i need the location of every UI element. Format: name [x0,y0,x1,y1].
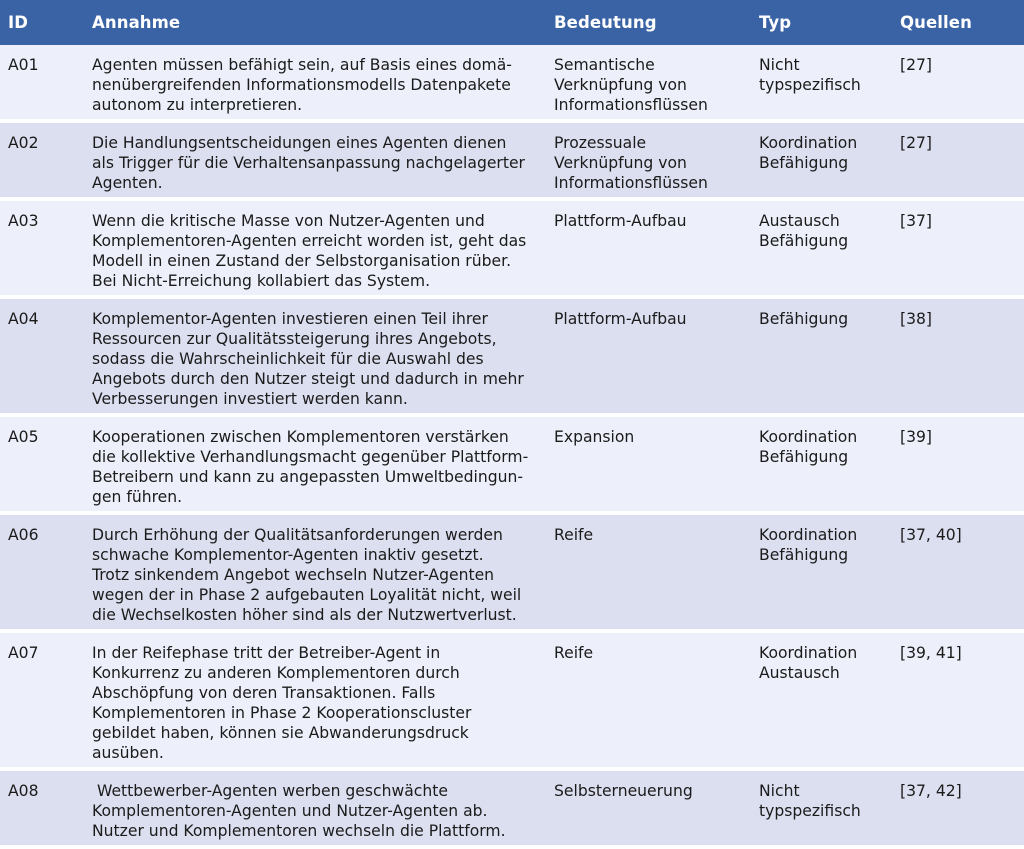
cell-typ-line: Koordination [759,526,858,544]
cell-annahme-line: autonom zu interpretieren. [92,96,303,114]
cell-typ-line: Austausch [759,664,840,682]
cell-bedeutung-line: Plattform-Aufbau [554,212,687,230]
cell-quellen: [27] [892,123,1024,201]
table-row [0,515,1024,633]
cell-quellen: [37] [892,201,1024,299]
cell-quellen: [37, 42] [892,771,1024,849]
cell-quellen: [27] [892,45,1024,123]
cell-annahme-line: Nutzer und Komplementoren wechseln die Plattform. [92,822,506,840]
cell-annahme [84,123,546,201]
cell-annahme-line: nenübergreifenden Informationsmodells Datenpakete [92,76,511,94]
cell-annahme-line: Komplementor-Agenten investieren einen Teil ihrer [92,310,488,328]
cell-bedeutung-line: Informationsflüssen [554,174,708,192]
cell-typ [751,515,892,633]
cell-annahme [84,633,546,771]
cell-annahme-line: Komplementoren-Agenten und Nutzer-Agenten ab. [92,802,488,820]
cell-bedeutung-line: Semantische [554,56,655,74]
table-row [0,417,1024,515]
cell-bedeutung [546,299,751,417]
header-quellen: Quellen [892,0,1024,45]
table-row [0,299,1024,417]
cell-bedeutung-line: Expansion [554,428,635,446]
cell-typ [751,201,892,299]
header-annahme: Annahme [84,0,546,45]
cell-annahme-line: Durch Erhöhung der Qualitätsanforderungen werden [92,526,503,544]
cell-bedeutung-line: Prozessuale [554,134,647,152]
cell-bedeutung [546,45,751,123]
header-bedeutung: Bedeutung [546,0,751,45]
cell-bedeutung [546,633,751,771]
cell-annahme-line: Bei Nicht-Erreichung kollabiert das System. [92,272,431,290]
cell-typ-line: Nicht [759,782,800,800]
table-row [0,633,1024,771]
header-typ: Typ [751,0,892,45]
table-body [0,45,1024,849]
cell-bedeutung [546,123,751,201]
cell-typ-line: typspezifisch [759,76,861,94]
table-row [0,123,1024,201]
cell-annahme [84,771,546,849]
cell-annahme [84,45,546,123]
cell-typ-line: Befähigung [759,448,849,466]
cell-annahme [84,299,546,417]
table-row [0,771,1024,849]
cell-annahme-line: sodass die Wahrscheinlichkeit für die Auswahl des [92,350,484,368]
table-row [0,201,1024,299]
cell-typ [751,771,892,849]
cell-quellen: [39] [892,417,1024,515]
cell-annahme [84,201,546,299]
cell-annahme-line: die Wechselkosten höher sind als der Nutzwertverlust. [92,606,517,624]
cell-typ-line: Befähigung [759,154,849,172]
cell-id: A07 [0,633,84,771]
cell-typ-line: Koordination [759,644,858,662]
cell-annahme-line: gebildet haben, können sie Abwanderungsdruck [92,724,469,742]
cell-annahme-line: Betreibern und kann zu angepassten Umweltbedingun- [92,468,524,486]
cell-typ-line: Austausch [759,212,840,230]
cell-typ-line: Koordination [759,134,858,152]
cell-bedeutung [546,771,751,849]
cell-typ [751,123,892,201]
cell-annahme-line: Wenn die kritische Masse von Nutzer-Agenten und [92,212,485,230]
cell-annahme [84,515,546,633]
cell-bedeutung-line: Plattform-Aufbau [554,310,687,328]
cell-id: A06 [0,515,84,633]
cell-annahme-line: Agenten. [92,174,163,192]
cell-bedeutung-line: Reife [554,526,594,544]
table-row [0,45,1024,123]
cell-annahme-line: Komplementoren in Phase 2 Kooperationscluster [92,704,472,722]
cell-annahme-line: Angebots durch den Nutzer steigt und dadurch in mehr [92,370,524,388]
cell-bedeutung-line: Verknüpfung von [554,154,687,172]
cell-annahme-line: ausüben. [92,744,164,762]
cell-annahme-line: gen führen. [92,488,183,506]
cell-bedeutung-line: Reife [554,644,594,662]
cell-id: A04 [0,299,84,417]
cell-typ [751,633,892,771]
cell-annahme-line: Wettbewerber-Agenten werben geschwächte [92,782,448,800]
cell-bedeutung-line: Selbsterneuerung [554,782,693,800]
cell-id: A01 [0,45,84,123]
cell-bedeutung [546,201,751,299]
cell-annahme-line: schwache Komplementor-Agenten inaktiv gesetzt. [92,546,484,564]
cell-annahme-line: die kollektive Verhandlungsmacht gegenüber Plattform- [92,448,529,466]
cell-quellen: [38] [892,299,1024,417]
cell-annahme-line: Abschöpfung von deren Transaktionen. Falls [92,684,436,702]
cell-typ-line: typspezifisch [759,802,861,820]
cell-annahme-line: als Trigger für die Verhaltensanpassung nachgelagerter [92,154,525,172]
cell-typ-line: Nicht [759,56,800,74]
cell-typ-line: Befähigung [759,546,849,564]
cell-annahme-line: Kooperationen zwischen Komplementoren verstärken [92,428,509,446]
cell-annahme-line: Konkurrenz zu anderen Komplementoren durch [92,664,460,682]
header-id: ID [0,0,84,45]
cell-annahme-line: In der Reifephase tritt der Betreiber-Agent in [92,644,441,662]
cell-bedeutung [546,417,751,515]
cell-bedeutung [546,515,751,633]
cell-typ [751,299,892,417]
cell-typ-line: Koordination [759,428,858,446]
cell-annahme-line: Trotz sinkendem Angebot wechseln Nutzer-Agenten [92,566,495,584]
cell-id: A03 [0,201,84,299]
cell-quellen: [37, 40] [892,515,1024,633]
cell-bedeutung-line: Verknüpfung von [554,76,687,94]
cell-bedeutung-line: Informationsflüssen [554,96,708,114]
cell-annahme-line: Agenten müssen befähigt sein, auf Basis eines domä- [92,56,512,74]
cell-typ-line: Befähigung [759,232,849,250]
cell-annahme-line: Die Handlungsentscheidungen eines Agenten dienen [92,134,507,152]
header-row [0,0,1024,45]
cell-quellen: [39, 41] [892,633,1024,771]
cell-typ [751,417,892,515]
cell-typ [751,45,892,123]
cell-annahme [84,417,546,515]
cell-typ-line: Befähigung [759,310,849,328]
cell-id: A05 [0,417,84,515]
cell-annahme-line: Komplementoren-Agenten erreicht worden ist, geht das [92,232,527,250]
cell-id: A08 [0,771,84,849]
cell-annahme-line: wegen der in Phase 2 aufgebauten Loyalität nicht, weil [92,586,522,604]
cell-annahme-line: Ressourcen zur Qualitätssteigerung ihres Angebots, [92,330,497,348]
cell-id: A02 [0,123,84,201]
cell-annahme-line: Modell in einen Zustand der Selbstorganisation rüber. [92,252,512,270]
cell-annahme-line: Verbesserungen investiert werden kann. [92,390,408,408]
